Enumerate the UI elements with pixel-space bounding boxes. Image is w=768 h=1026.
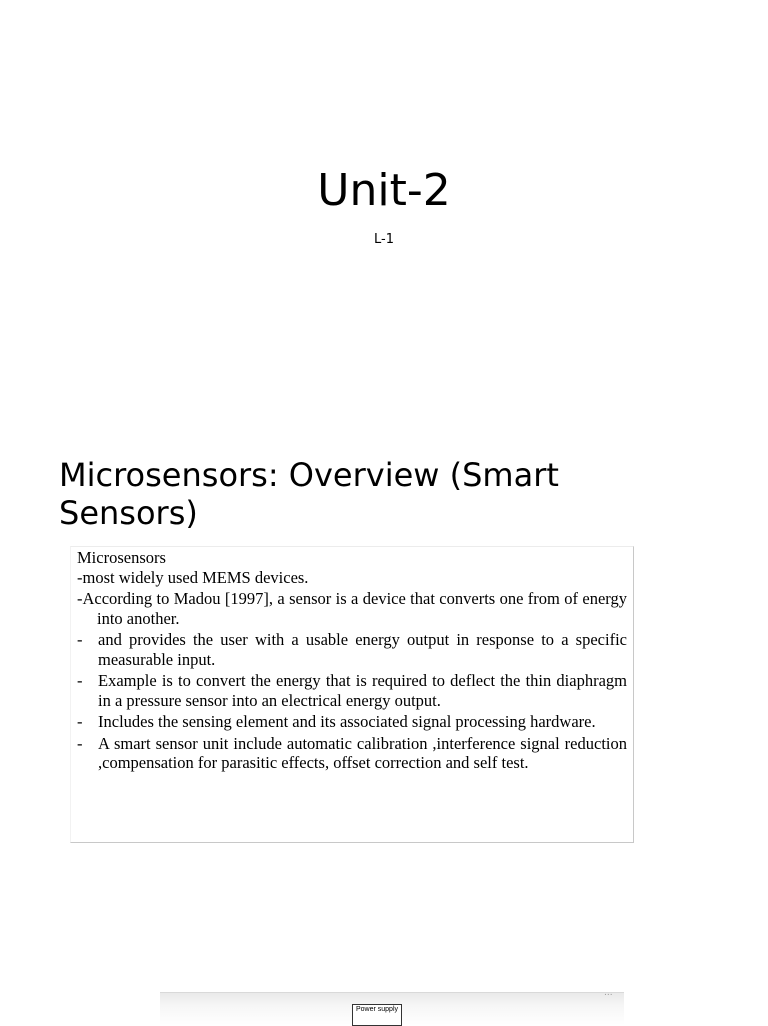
bullet-item (77, 671, 627, 710)
bullet-text: Example is to convert the energy that is required to deflect the thin diaphragm in a pressure sensor into an electrical energy output. (98, 671, 627, 710)
bullet-item (77, 712, 627, 732)
power-supply-box: Power supply (352, 1004, 402, 1026)
bullet-dash: - (77, 630, 83, 649)
section-heading: Microsensors: Overview (Smart Sensors) (59, 456, 559, 532)
slide-subtitle: L-1 (374, 232, 394, 247)
slide-title: Unit-2 (317, 165, 451, 216)
panel-title: Microsensors (77, 548, 166, 567)
bullet-text: Includes the sensing element and its associated signal processing hardware. (98, 712, 596, 731)
panel-line-text: -most widely used MEMS devices. (77, 567, 309, 587)
panel-line (77, 589, 627, 628)
bullet-item (77, 734, 627, 773)
bullet-item (77, 630, 627, 669)
bullet-text: A smart sensor unit include automatic calibration ,interference signal reduction ,compensation for parasitic effects, offset correction and self test. (98, 733, 627, 772)
corner-mark: ... (604, 988, 613, 998)
bullet-dash: - (77, 712, 83, 731)
panel-line-text: -According to Madou [1997], a sensor is a device that converts one from of energy into another. (77, 589, 627, 628)
bullet-dash: - (77, 733, 83, 753)
bullet-dash: - (77, 671, 83, 690)
microsensors-text-panel (70, 546, 634, 843)
panel-line (77, 568, 627, 588)
bullet-text: and provides the user with a usable energy output in response to a specific measurable input. (98, 630, 627, 669)
